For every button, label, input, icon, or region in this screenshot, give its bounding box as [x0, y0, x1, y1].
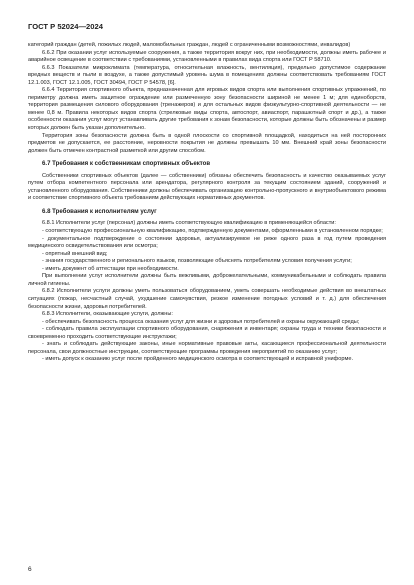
section-title-6-7: 6.7 Требования к собственникам спортивных объектов — [42, 160, 211, 168]
list-item-health: - документальное подтверждение о состоянии здоровья, актуализируемое не реже одного раза в год путем проведения медицинского освидетельствования или осмотра; — [28, 235, 386, 250]
page-number: 6 — [28, 566, 32, 573]
paragraph-safety-zone: Территория зоны безопасности должна быть в одной плоскости со спортивной площадкой, находиться на ней посторонних предметов не допускается, ее расстояние, неровности покрытия не должны превышать 10 мм. Внешний край зоны безопасности должен быть отмечен контрастной разметкой или другим способом. — [28, 132, 386, 154]
paragraph-continuation: категорий граждан (детей, пожилых людей, маломобильных граждан, людей с ограниченными возможностями, инвалидов) — [28, 42, 351, 48]
paragraph-owners: Собственники спортивных объектов (далее — собственники) обязаны обеспечить безопасность и качество оказываемых услуг путем отбора компетентного персонала или арендатора, регулярного контроля за текущим состоянием зданий, сооружений и установленного оборудования. Собственники должны обеспечивать организацию контрольно-пропускного и внутриобъектового режима и соответствие спортивного объекта требованиям действующих нормативных документов. — [28, 172, 386, 202]
paragraph-6-6-3: 6.6.3 Показатели микроклимата (температура, относительная влажность, вентиляция), предельно допустимое содержание вредных веществ и пыли в воздухе, а также допустимый уровень шума в помещениях должны соответствовать требованиям ГОСТ 12.1.003, ГОСТ 12.1.005, ГОСТ 30494, ГОСТ Р 54578, [6]. — [28, 64, 386, 86]
paragraph-6-8-2: 6.8.2 Исполнители услуги должны уметь пользоваться оборудованием, уметь совершать необходимые действия во внештатных ситуациях (пожар, несчастный случай, ухудшение самочувствия, резкое изменение погодных условий и т. д.) для обеспечения безопасности жизни, здоровья потребителей. — [28, 288, 386, 310]
list-item-attestation: - иметь документ об аттестации при необходимости. — [42, 265, 179, 272]
list-item-safety: - обеспечивать безопасность процесса оказания услуг для жизни и здоровья потребителей и охраны окружающей среды; — [42, 318, 360, 325]
list-item-admission: - иметь допуск к оказанию услуг после пройденного медицинского осмотра в соответствующей и исправной униформе. — [42, 356, 353, 363]
list-item-languages: - знания государственного и регионального языков, позволяющие объяснять потребителям условия получения услуги; — [42, 258, 352, 265]
paragraph-politeness: При выполнении услуг исполнители должны быть вежливыми, доброжелательными, коммуникабельными и соблюдать правила личной гигиены. — [28, 273, 386, 287]
paragraph-6-6-2: 6.6.2 При оказании услуг используемые сооружения, а также территория вокруг них, при необходимости, должны иметь рабочее и аварийное освещение в соответствии с требованиями, установленными в правилах вида спорта или ГОСТ Р 58710. — [28, 49, 386, 64]
paragraph-6-8-3: 6.8.3 Исполнители, оказывающие услуги, должны: — [42, 311, 173, 318]
list-item-qualification: - соответствующую профессиональную квалификацию, подтвержденную документами, оформленными в установленном порядке; — [42, 228, 383, 235]
document-header: ГОСТ Р 52024—2024 — [28, 22, 103, 31]
list-item-appearance: - опрятный внешний вид; — [42, 250, 108, 257]
paragraph-6-8-1: 6.8.1 Исполнители услуг (персонал) должны иметь соответствующую квалификацию в применяющейся области: — [42, 220, 336, 227]
list-item-laws: - знать и соблюдать действующие законы, иные нормативные правовые акты, касающиеся профессиональной деятельности персонала, свои должностные инструкции, соответствующие программы проведения мероприятий по оказанию услуг; — [28, 341, 386, 355]
paragraph-6-6-4: 6.6.4 Территория спортивного объекта, предназначенная для игровых видов спорта или выполнения спортивных упражнений, по периметру должна иметь защитное ограждение или размеченную зону безопасности шириной не менее 1 м; для единоборств, территория размещения силового оборудования (тренажеров) и для остальных видов физкультурно-спортивной деятельности — не менее 0,8 м. Правила некоторых видов спорта (стрелковые виды спорта, автоспорт, авиаспорт, парашютный спорт и др.), а также особенности оказания услуг могут устанавливать другие требования к зонам безопасности, которые должны быть обозначены и размер которых должен быть указан дополнительно. — [28, 87, 386, 132]
section-title-6-8: 6.8 Требования к исполнителям услуг — [42, 207, 157, 215]
list-item-equipment-rules: - соблюдать правила эксплуатации спортивного оборудования, снаряжения и инвентаря; охраны труда и техники безопасности и своевременно проходить соответствующие инструктажи; — [28, 326, 386, 340]
